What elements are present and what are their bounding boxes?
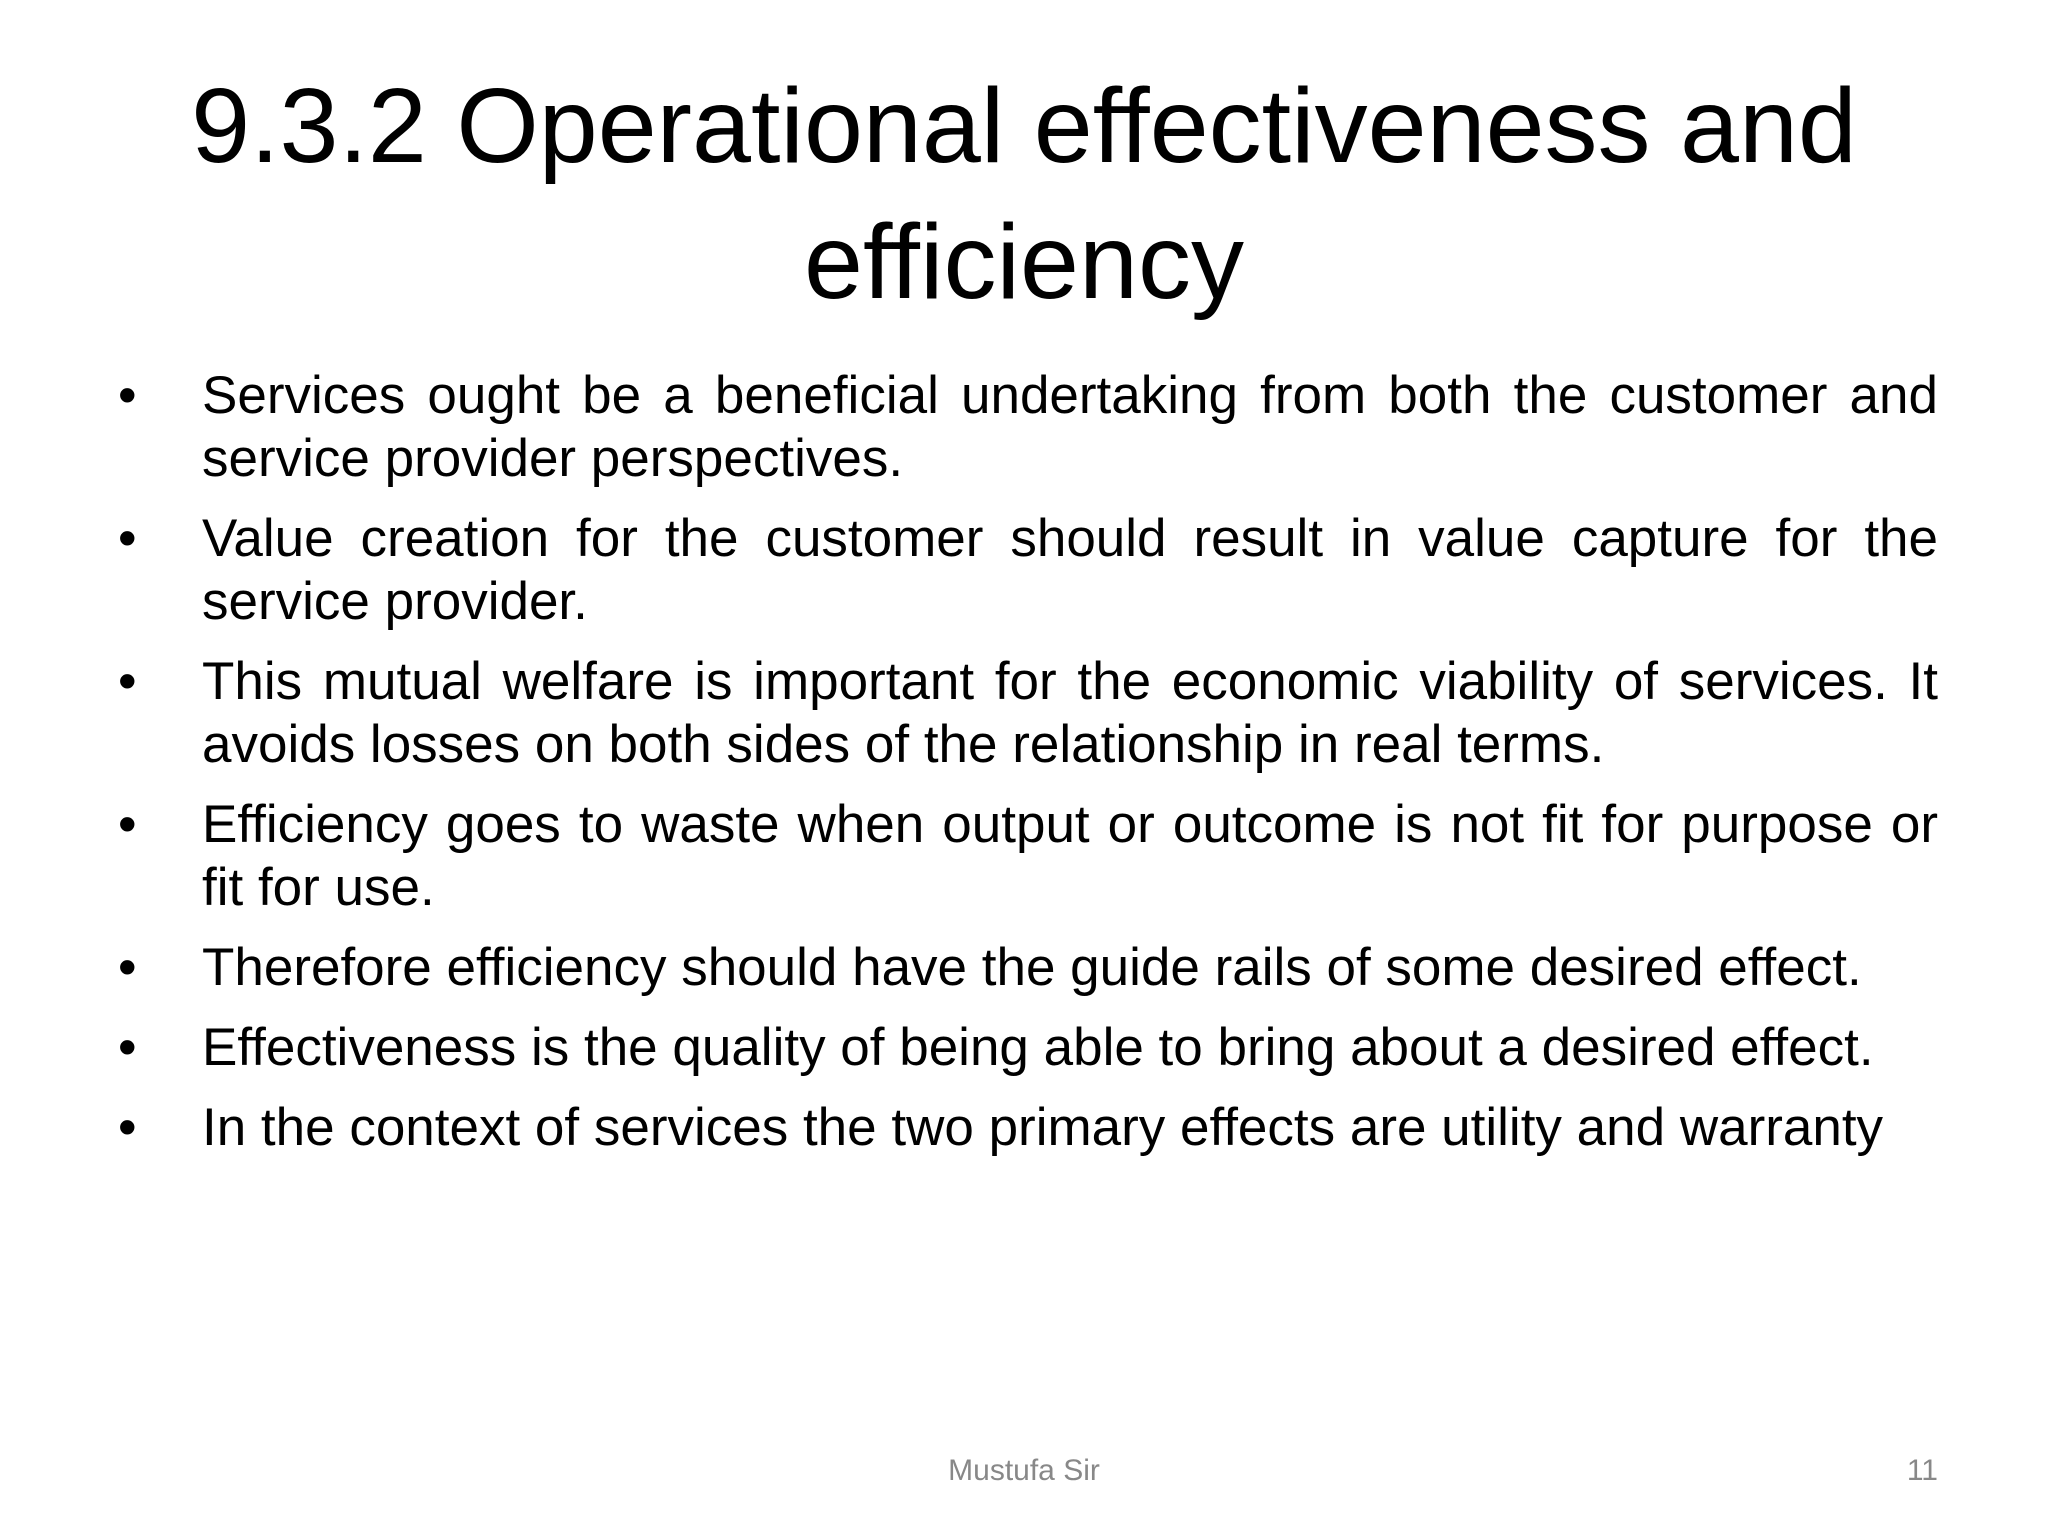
bullet-item-7: • In the context of services the two primary effects are utility and warranty: [118, 1096, 1938, 1159]
bullet-item-6: • Effectiveness is the quality of being able to bring about a desired effect.: [118, 1016, 1938, 1079]
bullet-item-1: • Services ought be a beneficial undertaking from both the customer and service provider perspectives.: [118, 364, 1938, 490]
bullet-item-5: • Therefore efficiency should have the guide rails of some desired effect.: [118, 936, 1938, 999]
page-number: 11: [1906, 1454, 1938, 1487]
bullet-item-2: • Value creation for the customer should result in value capture for the service provider.: [118, 507, 1938, 633]
bullet-item-3: • This mutual welfare is important for the economic viability of services. It avoids losses on both sides of the relationship in real terms.: [118, 650, 1938, 776]
bullet-list: [118, 364, 1938, 1176]
footer-author: Mustufa Sir: [948, 1454, 1100, 1487]
slide-title: 9.3.2 Operational effectiveness and efficiency: [191, 67, 1857, 321]
bullet-item-4: • Efficiency goes to waste when output or outcome is not fit for purpose or fit for use.: [118, 793, 1938, 919]
